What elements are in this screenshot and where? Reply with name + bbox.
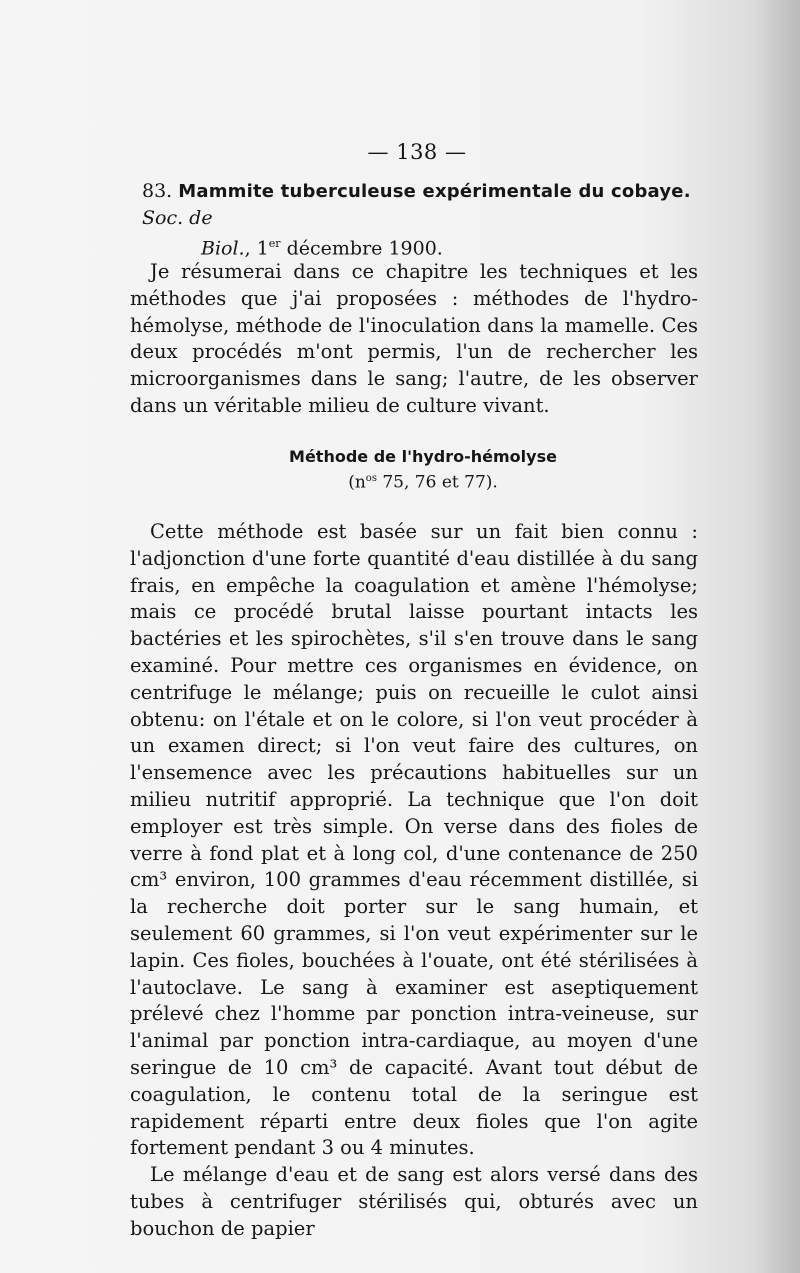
section-heading [130, 446, 698, 494]
section-title: Méthode de l'hydro-hémolyse [289, 447, 557, 466]
section-refs-sup: os [365, 473, 377, 484]
reference-journal: Soc. de [142, 207, 213, 229]
paragraph: Cette méthode est basée sur un fait bien connu : l'adjonction d'une forte quantité d'eau distillée à du sang frais, en empêche la coagulation et amène l'hémolyse; mais ce procédé brutal laisse pourtant intacts les bactéries et les spirochètes, s'il s'en trouve dans le sang examiné. Pour mettre ces organismes en évidence, on centrifuge le mélange; puis on recueille le culot ainsi obtenu: on l'étale et on le colore, si l'on veut procéder à un examen direct; si l'on veut faire des cultures, on l'ensemence avec les précautions habituelles sur un milieu nutritif approprié. La technique que l'on doit employer est très simple. On verse dans des fioles de verre à fond plat et à long col, d'une contenance de 250 cm³ environ, 100 grammes d'eau récemment distillée, si la recherche doit porter sur le sang humain, et seulement 60 grammes, si l'on veut expérimenter sur le lapin. Ces fioles, bouchées à l'ouate, ont été stérilisées à l'autoclave. Le sang à examiner est aseptiquement prélevé chez l'homme par ponction intra-veineuse, sur l'animal par ponction intra-cardiaque, au moyen d'une seringue de 10 cm³ de capacité. Avant tout début de coagulation, le contenu total de la seringue est rapidement réparti entre deux fioles que l'on agite fortement pendant 3 ou 4 minutes. [130, 520, 698, 1160]
reference-journal-abbrev: Biol. [201, 237, 245, 260]
reference-line-2: Biol., 1er décembre 1900. [201, 237, 443, 260]
reference-entry [142, 178, 702, 261]
reference-date-day: 1 [256, 237, 269, 260]
reference-date: décembre 1900. [280, 237, 443, 260]
page-number: — 138 — [367, 140, 467, 164]
section-refs-prefix: (n [348, 472, 366, 493]
reference-date-sup: er [268, 237, 281, 250]
reference-title: Mammite tuberculeuse expérimentale du cobaye. [178, 181, 691, 202]
section-refs-rest: 75, 76 et 77). [376, 472, 498, 493]
intro-section [130, 259, 698, 420]
intro-paragraph: Je résumerai dans ce chapitre les techniques et les méthodes que j'ai proposées : méthodes de l'hydro-hémolyse, méthode de l'inoculation dans la mamelle. Ces deux procédés m'ont permis, l'un de rechercher les microorganismes dans le sang; l'autre, de les observer dans un véritable milieu de culture vivant. [130, 260, 698, 417]
reference-number: 83. [142, 180, 173, 202]
main-text [130, 519, 698, 1243]
section-refs [148, 468, 698, 494]
paragraph: Le mélange d'eau et de sang est alors versé dans des tubes à centrifuger stérilisés qui, obturés avec un bouchon de papier [130, 1163, 698, 1240]
